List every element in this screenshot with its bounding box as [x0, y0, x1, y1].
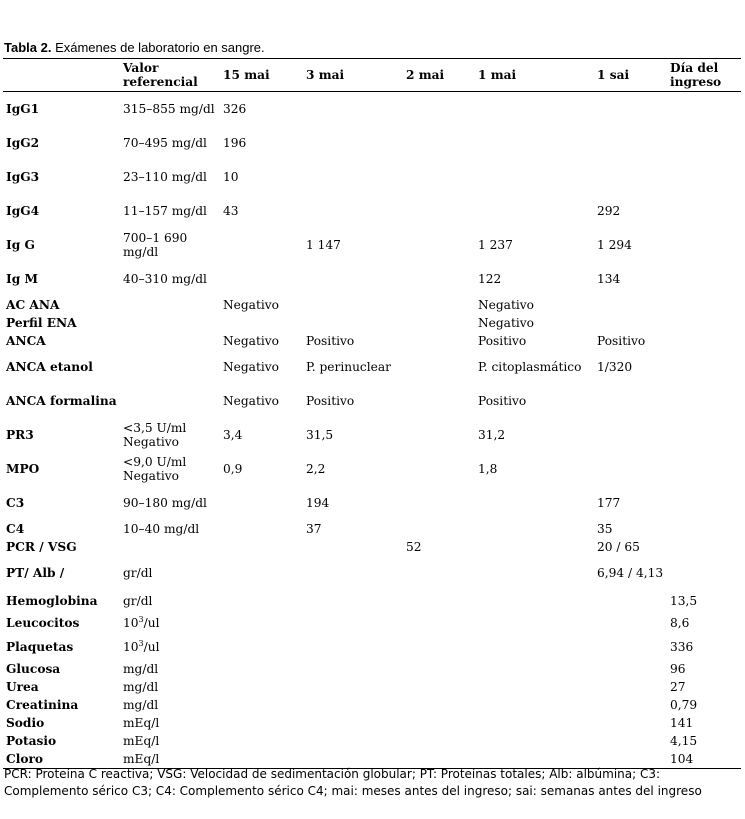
cell-15-mai: Negativo [223, 297, 279, 312]
table-row [3, 556, 741, 590]
ref-value: 70–495 mg/dl [123, 135, 207, 150]
row-label: PT/ Alb / [6, 565, 65, 580]
cell-1-mai [475, 194, 594, 228]
cell-admission: 27 [670, 679, 686, 694]
ref-value: mg/dl [123, 679, 159, 694]
table-row [3, 384, 741, 418]
cell-3-mai: 37 [306, 521, 322, 536]
cell-1-sai [594, 634, 667, 660]
row-label: IgG1 [6, 101, 40, 116]
row-label: ANCA formalina [6, 393, 117, 408]
cell-2-mai [403, 696, 475, 714]
cell-1-mai: 1 237 [478, 237, 513, 252]
cell-1-sai [594, 126, 667, 160]
cell-3-mai: P. perinuclear [306, 359, 391, 374]
cell-admission [667, 228, 741, 262]
cell-15-mai [220, 732, 303, 750]
cell-1-mai [475, 696, 594, 714]
cell-1-sai [594, 590, 667, 612]
cell-15-mai: 43 [223, 203, 239, 218]
cell-3-mai [303, 538, 403, 556]
header-1-mai: 1 mai [478, 68, 517, 82]
cell-admission [667, 92, 741, 126]
cell-1-mai: Positivo [478, 333, 527, 348]
cell-15-mai [220, 714, 303, 732]
ref-value [120, 612, 220, 634]
cell-2-mai [403, 590, 475, 612]
cell-15-mai: 0,9 [223, 461, 243, 476]
cell-1-sai [594, 92, 667, 126]
row-label: ANCA [6, 333, 46, 348]
cell-admission: 0,79 [670, 697, 698, 712]
ref-value [120, 634, 220, 660]
cell-15-mai: 196 [223, 135, 247, 150]
cell-1-mai: P. citoplasmático [478, 359, 582, 374]
row-label: Potasio [6, 733, 57, 748]
cell-2-mai [403, 634, 475, 660]
cell-admission [667, 350, 741, 384]
row-label: PR3 [6, 427, 34, 442]
cell-2-mai [403, 418, 475, 452]
cell-2-mai [403, 262, 475, 296]
table-caption [4, 40, 265, 56]
row-label: Perfil ENA [6, 315, 77, 330]
table-row [3, 660, 741, 678]
row-label: Plaquetas [6, 639, 74, 654]
cell-15-mai [220, 612, 303, 634]
cell-1-sai: 6,94 / 4,13 [597, 565, 664, 580]
ref-value [120, 350, 220, 384]
cell-2-mai [403, 228, 475, 262]
row-label: IgG4 [6, 203, 40, 218]
cell-1-sai: 20 / 65 [597, 539, 640, 554]
cell-1-mai [475, 612, 594, 634]
row-label: AC ANA [6, 297, 60, 312]
cell-admission [667, 126, 741, 160]
cell-2-mai [403, 732, 475, 750]
table-row [3, 590, 741, 612]
table-row [3, 92, 741, 126]
cell-1-mai: 122 [478, 271, 502, 286]
ref-value: 700–1 690 mg/dl [123, 230, 188, 259]
cell-2-mai [403, 350, 475, 384]
header-admission-day: Día del ingreso [670, 61, 722, 89]
ref-exponent: 3 [138, 614, 144, 624]
row-label: Urea [6, 679, 39, 694]
cell-3-mai [303, 314, 403, 332]
cell-admission [667, 332, 741, 350]
ref-value: mg/dl [123, 697, 159, 712]
cell-15-mai [220, 590, 303, 612]
cell-1-mai [475, 160, 594, 194]
ref-value: 11–157 mg/dl [123, 203, 207, 218]
cell-15-mai: Negativo [223, 359, 279, 374]
cell-1-sai [594, 296, 667, 314]
cell-3-mai [303, 696, 403, 714]
cell-1-sai: 177 [597, 495, 621, 510]
cell-15-mai [220, 228, 303, 262]
ref-unit: /ul [143, 639, 160, 654]
cell-1-mai [475, 660, 594, 678]
cell-1-mai: Negativo [478, 315, 534, 330]
cell-admission: 4,15 [670, 733, 698, 748]
cell-admission: 336 [670, 639, 694, 654]
cell-admission [667, 194, 741, 228]
cell-3-mai [303, 126, 403, 160]
cell-admission: 8,6 [670, 615, 690, 630]
cell-1-sai: 1/320 [597, 359, 633, 374]
cell-15-mai [220, 520, 303, 538]
ref-base: 10 [123, 639, 139, 654]
cell-1-mai [475, 520, 594, 538]
table-row [3, 194, 741, 228]
cell-2-mai [403, 194, 475, 228]
cell-1-sai [594, 714, 667, 732]
cell-1-mai: 31,2 [478, 427, 506, 442]
row-label: C4 [6, 521, 25, 536]
cell-admission: 13,5 [670, 593, 698, 608]
cell-1-mai: 1,8 [478, 461, 498, 476]
cell-2-mai [403, 556, 475, 590]
cell-admission [667, 262, 741, 296]
cell-admission [667, 486, 741, 520]
table-row [3, 696, 741, 714]
cell-2-mai [403, 714, 475, 732]
cell-1-sai [594, 732, 667, 750]
cell-1-mai [475, 556, 594, 590]
cell-1-mai [475, 634, 594, 660]
cell-3-mai [303, 678, 403, 696]
cell-2-mai [403, 160, 475, 194]
cell-admission [667, 160, 741, 194]
cell-1-sai [594, 384, 667, 418]
cell-2-mai [403, 296, 475, 314]
cell-3-mai: 194 [306, 495, 330, 510]
cell-3-mai [303, 732, 403, 750]
table-row [3, 262, 741, 296]
ref-value: mEq/l [123, 733, 160, 748]
ref-value: 23–110 mg/dl [123, 169, 207, 184]
row-label: Hemoglobina [6, 593, 98, 608]
table-row [3, 634, 741, 660]
cell-1-mai [475, 590, 594, 612]
cell-15-mai [220, 556, 303, 590]
ref-value [120, 314, 220, 332]
lab-results-table [3, 58, 741, 769]
cell-1-sai [594, 418, 667, 452]
cell-2-mai [403, 520, 475, 538]
cell-admission [667, 314, 741, 332]
ref-value [120, 538, 220, 556]
cell-15-mai: 326 [223, 101, 247, 116]
cell-admission [667, 556, 741, 590]
table-row [3, 418, 741, 452]
row-label: PCR / VSG [6, 539, 77, 554]
cell-1-mai [475, 486, 594, 520]
cell-15-mai [220, 486, 303, 520]
table-row [3, 612, 741, 634]
row-label: C3 [6, 495, 25, 510]
cell-admission: 104 [670, 751, 694, 766]
row-label: Ig M [6, 271, 38, 286]
table-row [3, 160, 741, 194]
cell-1-sai [594, 160, 667, 194]
ref-value: gr/dl [123, 593, 153, 608]
ref-value: mEq/l [123, 715, 160, 730]
cell-3-mai [303, 160, 403, 194]
ref-value: gr/dl [123, 565, 153, 580]
cell-admission [667, 520, 741, 538]
cell-2-mai [403, 678, 475, 696]
cell-1-sai [594, 314, 667, 332]
cell-admission [667, 538, 741, 556]
ref-value: mg/dl [123, 661, 159, 676]
row-label: Glucosa [6, 661, 61, 676]
row-label: Creatinina [6, 697, 79, 712]
table-row [3, 332, 741, 350]
row-label: MPO [6, 461, 40, 476]
cell-1-sai [594, 612, 667, 634]
table-row [3, 714, 741, 732]
cell-3-mai [303, 612, 403, 634]
cell-3-mai [303, 92, 403, 126]
cell-15-mai [220, 678, 303, 696]
header-2-mai: 2 mai [406, 68, 445, 82]
table-row [3, 126, 741, 160]
cell-admission [667, 418, 741, 452]
cell-1-sai: 1 294 [597, 237, 632, 252]
header-15-mai: 15 mai [223, 68, 270, 82]
cell-3-mai [303, 194, 403, 228]
ref-value [120, 332, 220, 350]
cell-admission: 96 [670, 661, 686, 676]
row-label: Ig G [6, 237, 35, 252]
cell-3-mai [303, 634, 403, 660]
cell-1-sai [594, 660, 667, 678]
cell-15-mai [220, 314, 303, 332]
cell-2-mai [403, 314, 475, 332]
ref-exponent: 3 [138, 638, 144, 648]
cell-1-sai: 35 [597, 521, 613, 536]
table-row [3, 520, 741, 538]
cell-15-mai: 3,4 [223, 427, 243, 442]
cell-1-sai: 292 [597, 203, 621, 218]
cell-15-mai [220, 634, 303, 660]
ref-unit: /ul [143, 615, 160, 630]
row-label: IgG2 [6, 135, 40, 150]
cell-2-mai [403, 452, 475, 486]
table-row [3, 486, 741, 520]
table-row [3, 732, 741, 750]
ref-value [120, 296, 220, 314]
row-label: Cloro [6, 751, 44, 766]
caption-text: Exámenes de laboratorio en sangre. [55, 40, 265, 55]
row-label: Leucocitos [6, 615, 80, 630]
cell-15-mai: Negativo [223, 393, 279, 408]
cell-3-mai: Positivo [306, 393, 355, 408]
cell-admission [667, 296, 741, 314]
caption-label: Tabla 2. [4, 40, 52, 55]
cell-15-mai [220, 262, 303, 296]
cell-2-mai [403, 486, 475, 520]
cell-admission [667, 384, 741, 418]
ref-value: mEq/l [123, 751, 160, 766]
cell-3-mai [303, 590, 403, 612]
table-row [3, 350, 741, 384]
cell-3-mai: Positivo [306, 333, 355, 348]
table-row [3, 296, 741, 314]
cell-2-mai [403, 332, 475, 350]
cell-1-mai [475, 732, 594, 750]
table-row [3, 678, 741, 696]
cell-3-mai [303, 296, 403, 314]
table-row [3, 538, 741, 556]
header-test [3, 59, 120, 92]
table-row [3, 314, 741, 332]
cell-1-sai [594, 452, 667, 486]
cell-1-mai [475, 92, 594, 126]
header-3-mai: 3 mai [306, 68, 345, 82]
table-row [3, 452, 741, 486]
table-footnote: PCR: Proteína C reactiva; VSG: Velocidad de sedimentación globular; PT: Proteínas totales; Alb: albúmina; C3: Complemento sérico C3; C4: Complemento sérico C4; mai: meses antes del ingreso; sai: semanas antes del ingreso [4, 767, 702, 798]
cell-3-mai [303, 660, 403, 678]
cell-1-mai [475, 714, 594, 732]
ref-value: 40–310 mg/dl [123, 271, 207, 286]
cell-15-mai: Negativo [223, 333, 279, 348]
cell-3-mai [303, 714, 403, 732]
header-reference: Valor referencial [123, 61, 198, 89]
cell-admission [667, 452, 741, 486]
cell-15-mai [220, 538, 303, 556]
cell-1-sai: 134 [597, 271, 621, 286]
ref-value [120, 384, 220, 418]
cell-1-sai [594, 696, 667, 714]
row-label: IgG3 [6, 169, 40, 184]
cell-2-mai: 52 [406, 539, 422, 554]
cell-3-mai: 2,2 [306, 461, 326, 476]
cell-2-mai [403, 92, 475, 126]
cell-1-mai: Positivo [478, 393, 527, 408]
ref-value: 90–180 mg/dl [123, 495, 207, 510]
cell-1-mai: Negativo [478, 297, 534, 312]
ref-value: <9,0 U/ml Negativo [123, 454, 187, 483]
row-label: Sodio [6, 715, 45, 730]
cell-admission: 141 [670, 715, 694, 730]
cell-1-mai [475, 678, 594, 696]
cell-1-sai [594, 678, 667, 696]
cell-15-mai [220, 696, 303, 714]
cell-2-mai [403, 384, 475, 418]
cell-3-mai [303, 556, 403, 590]
cell-3-mai: 1 147 [306, 237, 341, 252]
table-row [3, 228, 741, 262]
ref-value: 315–855 mg/dl [123, 101, 215, 116]
cell-1-sai: Positivo [597, 333, 646, 348]
cell-2-mai [403, 660, 475, 678]
ref-value: <3,5 U/ml Negativo [123, 420, 187, 449]
cell-1-mai [475, 126, 594, 160]
cell-15-mai: 10 [223, 169, 239, 184]
ref-value: 10–40 mg/dl [123, 521, 200, 536]
cell-1-mai [475, 538, 594, 556]
cell-2-mai [403, 612, 475, 634]
cell-3-mai: 31,5 [306, 427, 334, 442]
cell-15-mai [220, 660, 303, 678]
header-1-sai: 1 sai [597, 68, 630, 82]
ref-base: 10 [123, 615, 139, 630]
table-header-row [3, 59, 741, 92]
cell-2-mai [403, 126, 475, 160]
row-label: ANCA etanol [6, 359, 93, 374]
cell-3-mai [303, 262, 403, 296]
